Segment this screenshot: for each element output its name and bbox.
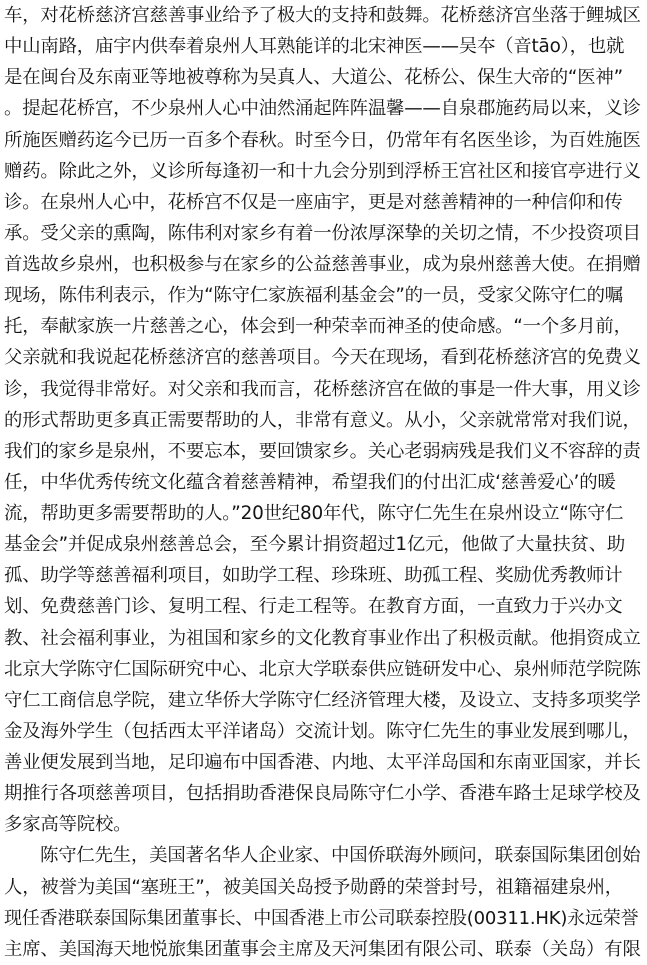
text-line: 中山南路，庙宇内供奉着泉州人耳熟能详的北宋神医——吴夲（音tāo），也就 — [4, 36, 625, 58]
text-line: 是在闽台及东南亚等地被尊称为吴真人、大道公、花桥公、保生大帝的“医神” — [4, 67, 623, 89]
text-line: 基金会”并促成泉州慈善总会，至今累计捐资超过1亿元，他做了大量扶贫、助 — [4, 534, 626, 556]
text-line: 教、社会福利事业，为祖国和家乡的文化教育事业作出了积极贡献。他捐资成立 — [4, 627, 641, 649]
text-line: 多家高等院校。 — [4, 814, 132, 836]
text-line: 。提起花桥宫，不少泉州人心中油然涌起阵阵温馨——自泉郡施药局以来，义诊 — [4, 98, 641, 120]
text-line: 划、免费慈善门诊、复明工程、行走工程等。在教育方面，一直致力于兴办文 — [4, 596, 623, 618]
text-line: 北京大学陈守仁国际研究中心、北京大学联泰供应链研发中心、泉州师范学院陈 — [4, 658, 641, 680]
text-line: 首选故乡泉州，也积极参与在家乡的公益慈善事业，成为泉州慈善大使。在捐赠 — [4, 254, 641, 276]
text-line: 现任香港联泰国际集团董事长、中国香港上市公司联泰控股(00311.HK)永远荣誉 — [4, 907, 639, 929]
paragraph-first-line: 陈守仁先生，美国著名华人企业家、中国侨联海外顾问，联泰国际集团创始 — [40, 845, 641, 867]
text-line: 现场，陈伟利表示，作为“陈守仁家族福利基金会”的一员，受家父陈守仁的嘱 — [4, 285, 623, 307]
text-line: 善业便发展到当地，足印遍布中国香港、内地、太平洋岛国和东南亚国家，并长 — [4, 752, 641, 774]
text-line: 父亲就和我说起花桥慈济宫的慈善项目。今天在现场，看到花桥慈济宫的免费义 — [4, 347, 641, 369]
text-line: 主席、美国海天地悦旅集团董事会主席及天河集团有限公司、联泰（关岛）有限 — [4, 938, 641, 960]
text-line: 任，中华优秀传统文化蕴含着慈善精神，希望我们的付出汇成‘慈善爱心’的暖 — [4, 471, 616, 493]
text-line: 我们的家乡是泉州，不要忘本，要回馈家乡。关心老弱病残是我们义不容辞的责 — [4, 440, 641, 462]
text-line: 金及海外学生（包括西太平洋诸岛）交流计划。陈守仁先生的事业发展到哪儿， — [4, 720, 641, 742]
text-line: 托，奉献家族一片慈善之心，体会到一种荣幸而神圣的使命感。“一个多月前， — [4, 316, 632, 338]
text-line: 诊，我觉得非常好。对父亲和我而言，花桥慈济宫在做的事是一件大事，用义诊 — [4, 378, 641, 400]
text-line: 赠药。除此之外，义诊所每逢初一和十九会分别到浮桥王宫社区和接官亭进行义 — [4, 160, 641, 182]
text-line: 车，对花桥慈济宫慈善事业给予了极大的支持和鼓舞。花桥慈济宫坐落于鲤城区 — [4, 5, 641, 26]
text-line: 期推行各项慈善项目，包括捐助香港保良局陈守仁小学、香港车路士足球学校及 — [4, 783, 641, 805]
text-line: 所施医赠药迄今已历一百多个春秋。时至今日，仍常年有名医坐诊，为百姓施医 — [4, 129, 641, 151]
text-line: 的形式帮助更多真正需要帮助的人，非常有意义。从小，父亲就常常对我们说， — [4, 409, 641, 431]
text-line: 承。受父亲的熏陶，陈伟利对家乡有着一份浓厚深挚的关切之情，不少投资项目 — [4, 222, 641, 244]
text-line: 人，被誉为美国“塞班王”，被美国关岛授予勋爵的荣誉封号，祖籍福建泉州， — [4, 876, 623, 898]
text-line: 孤、助学等慈善福利项目，如助学工程、珍珠班、助孤工程、奖励优秀教师计 — [4, 565, 623, 587]
text-line: 诊。在泉州人心中，花桥宫不仅是一座庙宇，更是对慈善精神的一种信仰和传 — [4, 191, 623, 213]
text-line: 流，帮助更多需要帮助的人。”20世纪80年代，陈守仁先生在泉州设立“陈守仁 — [4, 503, 624, 525]
text-line: 守仁工商信息学院，建立华侨大学陈守仁经济管理大楼，及设立、支持多项奖学 — [4, 689, 641, 711]
